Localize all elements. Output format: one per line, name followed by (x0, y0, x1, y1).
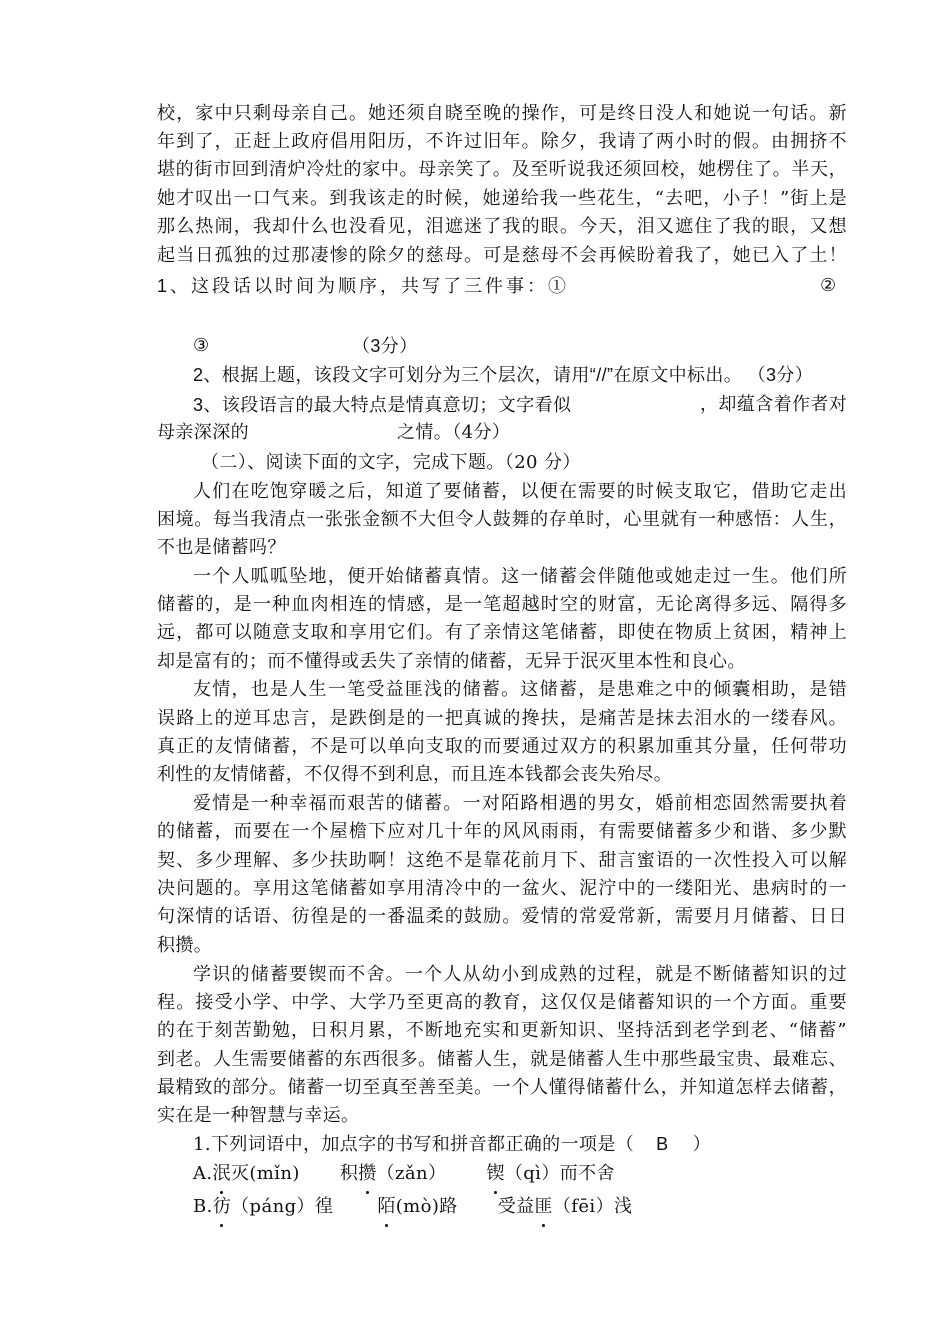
dotted-char: 锲 (486, 1161, 504, 1187)
paragraph-line: 句深情的话语、彷徨是的一番温柔的鼓励。爱情的常爱常新，需要月月储蓄、日日 (157, 906, 847, 927)
paragraph-line: 利性的友情储蓄，不仅得不到利息，而且连本钱都会丧失殆尽。 (157, 764, 673, 785)
dotted-char: 彷 (213, 1194, 231, 1220)
question1-2: 2、根据上题，该段文字可划分为三个层次，请用“//”在原文中标出。 （3分） (193, 365, 814, 385)
option-b-word2-rest: (mò)路 (395, 1196, 458, 1217)
paragraph-line: 远，都可以随意支取和享用它们。有了亲情这笔储蓄，即使在物质上贫困，精神上 (157, 622, 847, 643)
question2-option-a (193, 1161, 615, 1187)
option-a-label: A. (193, 1163, 213, 1184)
question1-3-part3: 母亲深深的 (157, 422, 249, 443)
question1-1-text: 1、这段话以时间为顺序，共写了三件事：① (157, 276, 570, 296)
paragraph-line: 人们在吃饱穿暖之后，知道了要储蓄，以便在需要的时候支取它，借助它走出 (193, 481, 847, 502)
passage1-line-5: 那么热闹，我却什么也没看见，泪遮迷了我的眼。今天，泪又遮住了我的眼，又想 (157, 216, 847, 237)
question2-option-b (193, 1194, 632, 1220)
question1-3-part4: 之情。（4分） (397, 422, 511, 443)
question1-3-part1: 3、该段语言的最大特点是情真意切；文字看似 (193, 395, 572, 415)
paragraph-line: 积攒。 (157, 935, 213, 956)
paragraph-line: 实在是一种智慧与幸运。 (157, 1105, 360, 1126)
question2-answer: B (656, 1134, 669, 1154)
paragraph-line: 困境。每当我清点一张张金额不大但令人鼓舞的存单时，心里就有一种感悟：人生， (157, 509, 847, 530)
dotted-char: 匪 (535, 1194, 553, 1220)
option-a-word2-rest: （zǎn） (376, 1163, 447, 1184)
option-a-word3-rest: （qì）而不舍 (504, 1163, 615, 1184)
paragraph-line: 友情，也是人生一笔受益匪浅的储蓄。这储蓄，是患难之中的倾囊相助，是错 (193, 679, 847, 700)
dotted-char: 泯 (213, 1161, 231, 1187)
passage1-line-1: 校，家中只剩母亲自己。她还须自晓至晚的操作，可是终日没人和她说一句话。新 (157, 103, 847, 124)
paragraph-line: 一个人呱呱坠地，便开始储蓄真情。这一储蓄会伴随他或她走过一生。他们所 (193, 566, 847, 587)
option-b-word3-rest: （fēi）浅 (552, 1196, 633, 1217)
paragraph-line: 到老。人生需要储蓄的东西很多。储蓄人生，就是储蓄人生中那些最宝贵、最难忘、 (157, 1049, 847, 1070)
paragraph-line: 却是富有的；而不懂得或丢失了亲情的储蓄，无异于泯灭里本性和良心。 (157, 651, 746, 672)
option-b-word1-rest: （páng）徨 (231, 1196, 334, 1217)
passage1-line-6: 起当日孤独的过那凄惨的除夕的慈母。可是慈母不会再候盼着我了，她已入了土！ (157, 245, 847, 266)
option-a-word1-rest: 灭(mǐn) (230, 1163, 300, 1184)
question1-1 (157, 273, 569, 299)
question2-stem (193, 1131, 711, 1158)
question1-3-part2: ，却蕴含着作者对 (700, 394, 848, 415)
option-b-word3-start: 受益 (497, 1196, 535, 1217)
option-b-label: B. (193, 1196, 213, 1217)
paragraph-line: 的在于刻苦勤勉，日积月累，不断地充实和更新知识、坚持活到老学到老、“储蓄” (157, 1020, 847, 1041)
question2-stem-close: ） (692, 1134, 711, 1155)
dotted-char: 陌 (377, 1194, 395, 1220)
paragraph-line: 误路上的逆耳忠言，是跌倒是的一把真诚的搀扶，是痛苦是抹去泪水的一缕春风。 (157, 708, 847, 729)
option-a-word2-start: 积 (339, 1163, 359, 1184)
paragraph-line: 最精致的部分。储蓄一切至真至善至美。一个人懂得储蓄什么，并知道怎样去储蓄， (157, 1077, 847, 1098)
paragraph-line: 不也是储蓄吗？ (157, 537, 286, 558)
passage1-line-2: 年到了，正赶上政府倡用阳历，不许过旧年。除夕，我请了两小时的假。由拥挤不 (157, 131, 847, 152)
passage1-line-4: 她才叹出一口气来。到我该走的时候，她递给我一些花生，“去吧，小子！”街上是 (157, 188, 847, 209)
paragraph-line: 决问题的。享用这笔储蓄如享用清冷中的一盆火、泥泞中的一缕阳光、患病时的一 (157, 878, 847, 899)
paragraph-line: 真正的友情储蓄，不是可以单向支取的而要通过双方的积累加重其分量，任何带功 (157, 736, 847, 757)
paragraph-line: 契、多少理解、多少扶助啊！这绝不是靠花前月下、甜言蜜语的一次性投入可以解 (157, 850, 847, 871)
dotted-char: 攒 (358, 1161, 376, 1187)
passage1-line-3: 堪的街市回到清炉冷灶的家中。母亲笑了。及至听说我还须回校，她楞住了。半天， (157, 159, 847, 180)
question2-stem-text: 1.下列词语中，加点字的书写和拼音都正确的一项是（ (193, 1134, 635, 1155)
question1-1-mark2: ② (820, 275, 837, 296)
paragraph-line: 爱情是一种幸福而艰苦的储蓄。一对陌路相遇的男女，婚前相恋固然需要执着 (193, 793, 847, 814)
question1-1-mark3: ③ (193, 335, 210, 356)
section2-heading: （二）、阅读下面的文字，完成下题。（20 分） (201, 452, 581, 473)
paragraph-line: 学识的储蓄要锲而不舍。一个人从幼小到成熟的过程，就是不断储蓄知识的过 (193, 964, 847, 985)
paragraph-line: 储蓄的，是一种血肉相连的情感，是一笔超越时空的财富，无论离得多远、隔得多 (157, 594, 847, 615)
paragraph-line: 的储蓄，而要在一个屋檐下应对几十年的风风雨雨，有需要储蓄多少和谐、多少默 (157, 821, 847, 842)
question1-1-score: （3分） (352, 336, 418, 356)
paragraph-line: 程。接受小学、中学、大学乃至更高的教育，这仅仅是储蓄知识的一个方面。重要 (157, 992, 847, 1013)
